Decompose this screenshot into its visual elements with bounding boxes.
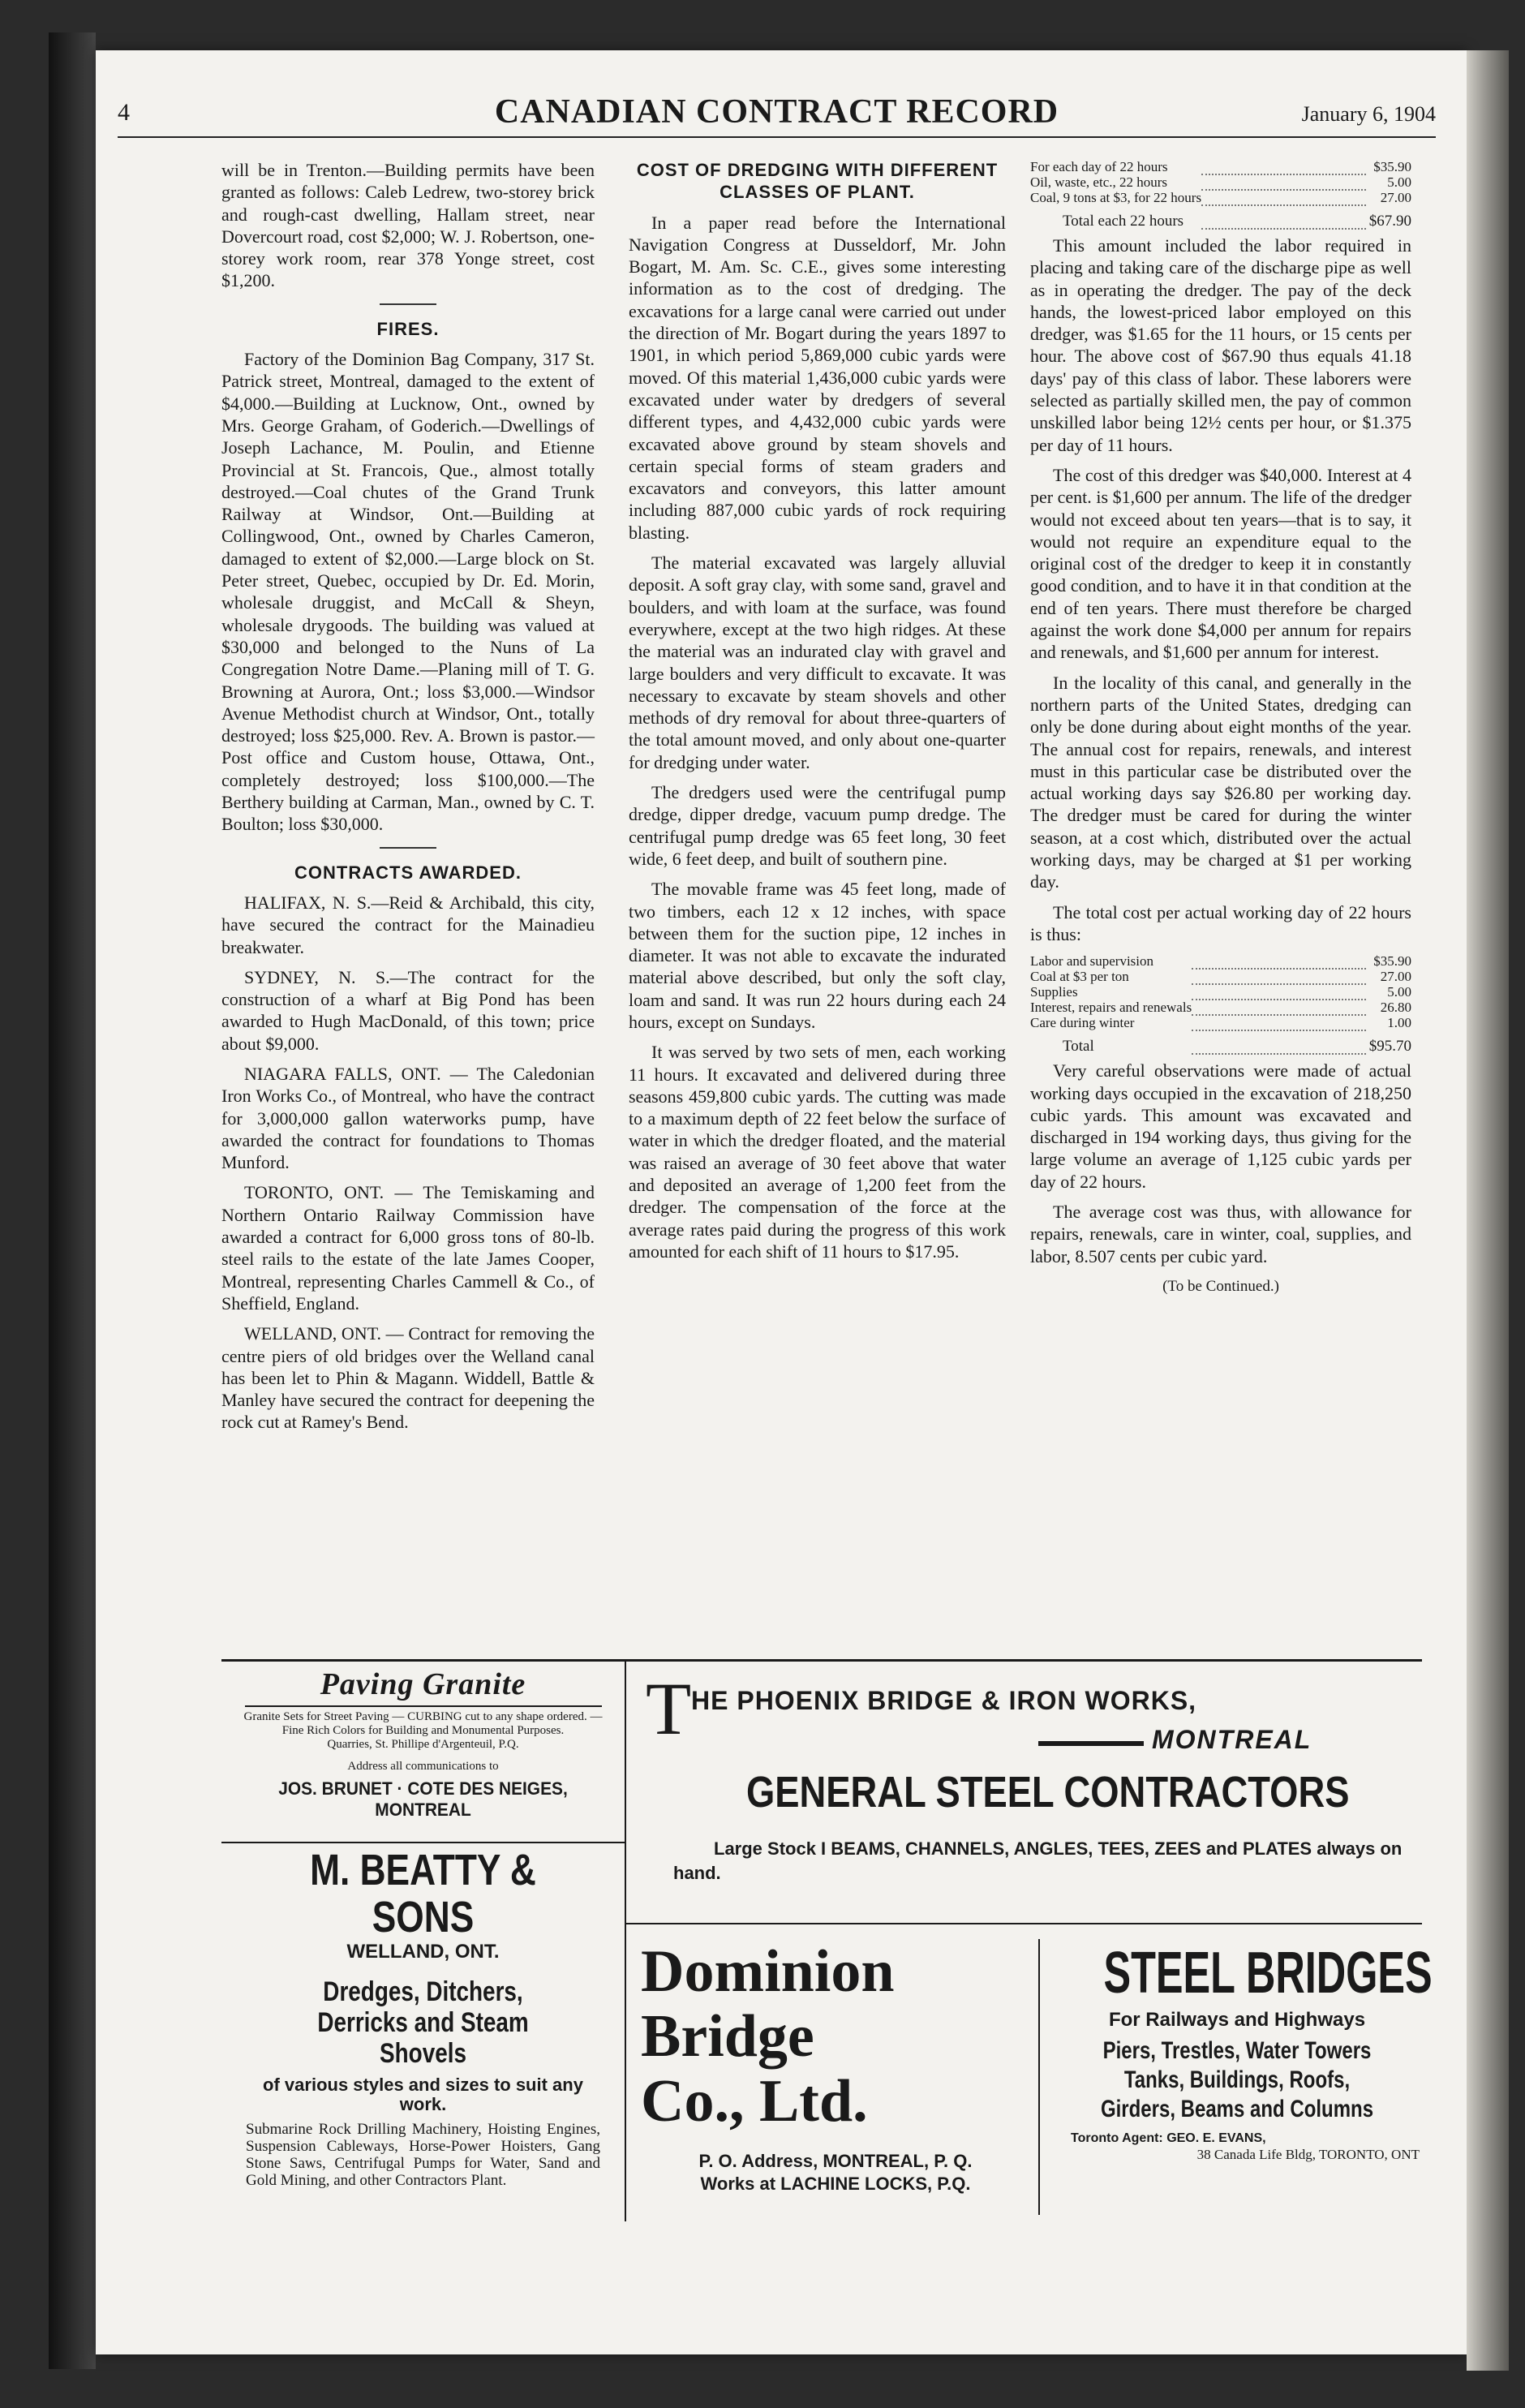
company-name: Co., Ltd. xyxy=(641,2068,868,2135)
cost-amount: 1.00 xyxy=(1387,1015,1411,1031)
column-2 xyxy=(629,159,1006,1271)
ad-text: Quarries, St. Phillipe d'Argenteuil, P.Q. xyxy=(327,1738,519,1751)
cost-table-2 xyxy=(1030,953,1411,1055)
cost-label: For each day of 22 hours xyxy=(1030,159,1168,174)
table-row xyxy=(1030,1015,1411,1030)
article-paragraph: It was served by two sets of men, each working 11 hours. It excavated and delivered during three seasons 459,800 cubic yards. The cutting was made to a maximum depth of 22 feet below the surface of water in which the dredger floated, and the material was raised an average of 30 feet above that water and deposited an average of 1,200 feet from the dredger. The compensation of the force at the average rates paid during the progress of this work amounted for each shift of 11 hours to $17.95. xyxy=(629,1042,1006,1262)
publication-title: CANADIAN CONTRACT RECORD xyxy=(494,93,1059,131)
table-row xyxy=(1030,1000,1411,1015)
page-header xyxy=(118,88,1436,138)
ad-rule xyxy=(1038,1741,1144,1746)
cost-amount: $35.90 xyxy=(1373,159,1411,174)
column-1 xyxy=(221,159,595,1442)
ad-text: Address all communications to xyxy=(347,1760,499,1773)
cost-amount: 26.80 xyxy=(1380,1000,1411,1016)
section-rule xyxy=(380,847,436,849)
ad-address: P. O. Address, MONTREAL, P. Q. xyxy=(698,2151,973,2171)
total-amount: $95.70 xyxy=(1368,1038,1411,1056)
ad-divider-vertical xyxy=(625,1662,626,2221)
cost-table-1 xyxy=(1030,159,1411,230)
company-name: Dominion xyxy=(641,1938,895,2005)
ad-title: Paving Granite xyxy=(320,1667,526,1701)
ad-city: MONTREAL xyxy=(1152,1725,1312,1754)
ad-heading: GENERAL STEEL CONTRACTORS xyxy=(746,1768,1350,1817)
cost-label: Labor and supervision xyxy=(1030,953,1154,970)
ad-title: HE PHOENIX BRIDGE & IRON WORKS, xyxy=(691,1686,1197,1715)
drop-cap: T xyxy=(646,1667,692,1750)
page-number: 4 xyxy=(118,99,130,126)
cost-amount: 5.00 xyxy=(1387,174,1411,190)
ad-details: Large Stock I BEAMS, CHANNELS, ANGLES, TEES, ZEES and PLATES always on hand. xyxy=(673,1838,1403,1883)
article-paragraph: In the locality of this canal, and generally in the northern parts of the United States, dredging can only be done during about eight months of the year. The annual cost for repairs, renewals, and interest must in this particular case be distributed over the actual working days say $26.80 per working day. The dredger must be cared for during the winter season, at a cost which, distributed over the actual working days, may be charged at $1 per working day. xyxy=(1030,672,1411,892)
steel-bridges-ad xyxy=(1046,1941,1433,2163)
contracts-heading: CONTRACTS AWARDED. xyxy=(294,862,522,883)
article-heading: COST OF DREDGING WITH DIFFERENT CLASSES OF PLANT. xyxy=(636,160,999,203)
contract-item: SYDNEY, N. S.—The contract for the construction of a wharf at Big Pond has been awarded to Hugh MacDonald, of this town; price about $9,000. xyxy=(221,966,595,1054)
article-paragraph: The dredgers used were the centrifugal pump dredge, dipper dredge, vacuum pump dredge. The centrifugal pump dredge was 65 feet long, 30 feet wide, 6 feet deep, and built of southern pine. xyxy=(629,782,1006,869)
cost-label: Care during winter xyxy=(1030,1015,1135,1031)
ad-title: M. BEATTY & SONS xyxy=(310,1846,536,1941)
ad-product-list: Piers, Trestles, Water Towers Tanks, Buildings, Roofs, Girders, Beams and Columns xyxy=(1100,2037,1374,2122)
ad-rule xyxy=(245,1705,602,1707)
contract-item: NIAGARA FALLS, ONT. — The Caledonian Iron Works Co., of Montreal, who have the contract for 3,000,000 gallon waterworks pump, have awarded the contract for foundations to Thomas Munford. xyxy=(221,1063,595,1173)
issue-date: January 6, 1904 xyxy=(1301,102,1436,126)
beatty-sons-ad xyxy=(221,1847,625,2189)
article-paragraph: This amount included the labor required in placing and taking care of the discharge pipe as well as in operating the dredger. The pay of the deck hands, the lowest-priced labor employed on this dredger, was $1.65 for the 11 hours, or 15 cents per hour. The above cost of $67.90 thus equals 41.18 days' pay of this class of labor. These laborers were selected as partially skilled men, the pay of common unskilled labor being 12½ cents per hour, or $1.375 per day of 11 hours. xyxy=(1030,235,1411,455)
article-paragraph: Very careful observations were made of actual working days occupied in the excavation of 218,250 cubic yards. This amount was excavated and discharged in 194 working days, thus giving for the large volume an average of 1,125 cubic yards per day of 22 hours. xyxy=(1030,1060,1411,1192)
table-row xyxy=(1030,984,1411,1000)
article-paragraph: The material excavated was largely alluvial deposit. A soft gray clay, with some sand, gravel and boulders, and with loam at the surface, was found everywhere, except at the two high ridges. At these the material was an indurated clay with gravel and large boulders and very difficult to excavate. It was necessary to excavate by steam shovels and other methods of dry removal for about three-quarters of the total amount moved, and only about one-quarter for dredging under water. xyxy=(629,553,1006,772)
total-amount: $67.90 xyxy=(1368,213,1411,230)
article-paragraph: In a paper read before the International Navigation Congress at Dusseldorf, Mr. John Bogart, M. Am. Sc. C.E., gives some interesting information as to the cost of dredging. The excavations for a large canal were carried out under the direction of Mr. Bogart during the years 1897 to 1901, in which period 5,869,000 cubic yards were moved. Of this material 1,436,000 cubic yards were excavated under water by dredgers of several different types, and 4,432,000 cubic yards were excavated above ground by steam shovels and certain special forms of steam graders and excavators and conveyors, this latter amount including 887,000 cubic yards of rock requiring blasting. xyxy=(629,212,1006,543)
section-rule xyxy=(380,303,436,305)
total-label: Total each 22 hours xyxy=(1063,213,1184,230)
agent-address: 38 Canada Life Bldg, TORONTO, ONT xyxy=(1196,2147,1420,2162)
cost-amount: 27.00 xyxy=(1380,969,1411,985)
company-name: Bridge xyxy=(641,2003,814,2070)
ad-address: Works at LACHINE LOCKS, P.Q. xyxy=(700,2174,971,2194)
agent-line: Toronto Agent: GEO. E. EVANS, xyxy=(1071,2131,1266,2145)
dominion-bridge-ad xyxy=(633,1939,1038,2195)
article-paragraph: The cost of this dredger was $40,000. Interest at 4 per cent. is $1,600 per annum. The life of the dredger would not exceed about ten years—that is to say, it would not require an expenditure equal to the original cost of the dredger to keep it in constantly good condition, and to have it in that condition at the end of ten years. There must therefore be charged against the work done $4,000 per annum for repairs and renewals, and $1,600 per annum for interest. xyxy=(1030,464,1411,663)
article-paragraph: The movable frame was 45 feet long, made of two timbers, each 12 x 12 inches, with space between them for the suction pipe, 12 inches in diameter. It was not able to excavate the indurated material above described, but only the soft clay, loam and sand. It was run 22 hours during each 24 hours, except on Sundays. xyxy=(629,879,1006,1032)
article-paragraph: The total cost per actual working day of 22 hours is thus: xyxy=(1030,901,1411,944)
table-row xyxy=(1030,174,1411,190)
table-row xyxy=(1030,190,1411,205)
cost-label: Oil, waste, etc., 22 hours xyxy=(1030,174,1168,190)
table-total-row xyxy=(1030,1030,1411,1054)
table-row xyxy=(1030,953,1411,969)
book-spine xyxy=(1467,50,1509,2371)
contract-item: HALIFAX, N. S.—Reid & Archibald, this city, have secured the contract for the Mainadieu breakwater. xyxy=(221,892,595,957)
book-binding-edge xyxy=(49,32,96,2369)
cost-label: Coal, 9 tons at $3, for 22 hours xyxy=(1030,190,1202,205)
cost-label: Supplies xyxy=(1030,984,1078,1000)
ad-headline: STEEL BRIDGES xyxy=(1103,1941,1433,2006)
ad-address: JOS. BRUNET · COTE DES NEIGES, MONTREAL xyxy=(278,1778,568,1820)
paving-granite-ad xyxy=(221,1665,625,1821)
cost-amount: $35.90 xyxy=(1373,953,1411,970)
cost-amount: 27.00 xyxy=(1380,190,1411,205)
total-label: Total xyxy=(1063,1038,1094,1056)
table-total-row xyxy=(1030,205,1411,229)
table-row xyxy=(1030,969,1411,984)
ad-location: WELLAND, ONT. xyxy=(346,1941,500,1963)
ad-products: Dredges, Ditchers, Derricks and Steam Shovels xyxy=(317,1976,529,2069)
fires-paragraph: Factory of the Dominion Bag Company, 317 St. Patrick street, Montreal, damaged to the extent of $4,000.—Building at Lucknow, Ont., owned by Mrs. George Graham, of Goderich.—Dwellings of Joseph Lachance, M. Poulin, and Etienne Provincial at St. Francois, Que., almost totally destroyed.—Coal chutes of the Grand Trunk Railway at Windsor, Ont.—Building at Collingwood, Ont., owned by Charles Cameron, damaged to extent of $2,000.—Large block on St. Peter street, Quebec, occupied by Dr. Ed. Morin, wholesale druggist, and McCall & Sheyn, wholesale drygoods. The building was valued at $30,000 and belonged to the Nuns of La Congregation Notre Dame.—Planing mill of T. G. Browning at Aurora, Ont.; loss $3,000.—Windsor Avenue Methodist church at Windsor, Ont., totally destroyed; loss $25,000. Rev. A. Brown is pastor.—Post office and Custom house, Ottawa, Ont., completely destroyed; loss $100,000.—The Berthery building at Carman, Man., owned by C. T. Boulton; loss $30,000. xyxy=(221,349,595,835)
ad-divider-horizontal xyxy=(625,1923,1422,1924)
ad-text: Granite Sets for Street Paving — CURBING cut to any shape ordered. — Fine Rich Colors for Building and Monumental Purposes. xyxy=(243,1710,603,1737)
ad-divider-vertical xyxy=(1038,1939,1040,2215)
column-3 xyxy=(1030,159,1411,1297)
contract-item: TORONTO, ONT. — The Temiskaming and Northern Ontario Railway Commission have awarded a contract for 6,000 gross tons of 80-lb. steel rails to the estate of the late James Cooper, Montreal, representing Charles Cammell & Co., of Sheffield, England. xyxy=(221,1182,595,1314)
ad-details: Submarine Rock Drilling Machinery, Hoisting Engines, Suspension Cableways, Horse-Power Hoisters, Gang Stone Saws, Centrifugal Pumps for Water, Sand and Gold Mining, and other Contractors Plant. xyxy=(246,2121,600,2189)
ad-tagline: of various styles and sizes to suit any work. xyxy=(263,2075,583,2114)
fires-heading: FIRES. xyxy=(376,318,440,339)
contract-item: WELLAND, ONT. — Contract for removing the centre piers of old bridges over the Welland canal has been let to Phin & Magann. Widdell, Battle & Manley have secured the contract for deepening the rock cut at Ramey's Bend. xyxy=(221,1323,595,1433)
ad-divider-horizontal xyxy=(221,1842,625,1843)
ad-subheading: For Railways and Highways xyxy=(1108,2009,1366,2031)
table-row xyxy=(1030,159,1411,174)
continued-note: (To be Continued.) xyxy=(1162,1277,1279,1295)
cost-label: Interest, repairs and renewals xyxy=(1030,1000,1192,1016)
intro-paragraph: will be in Trenton.—Building permits have been granted as follows: Caleb Ledrew, two-storey brick and rough-cast dwelling, Hallam street, near Dovercourt road, cost $2,000; W. J. Robertson, one-storey work room, rear 378 Yonge street, cost $1,200. xyxy=(221,160,595,291)
advertisement-divider xyxy=(221,1659,1422,1662)
cost-amount: 5.00 xyxy=(1387,984,1411,1000)
article-paragraph: The average cost was thus, with allowance for repairs, renewals, care in winter, coal, supplies, and labor, 8.507 cents per cubic yard. xyxy=(1030,1201,1411,1266)
cost-label: Coal at $3 per ton xyxy=(1030,969,1129,985)
